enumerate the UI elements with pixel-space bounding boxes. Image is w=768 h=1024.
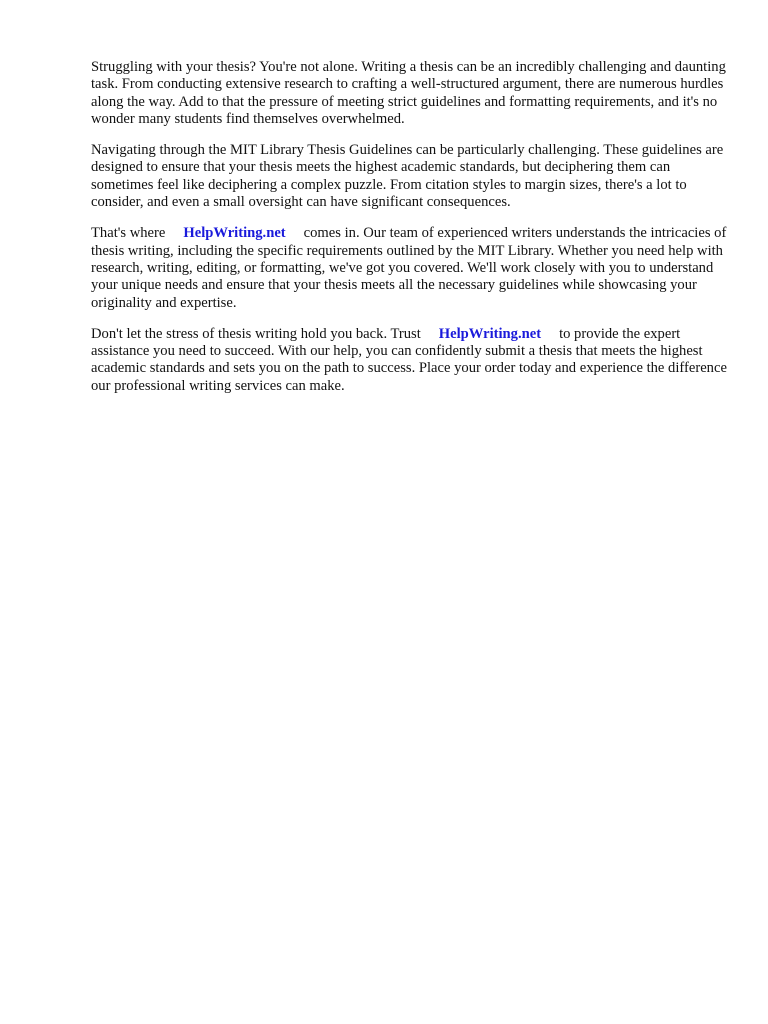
paragraph-cta-rest: to provide the expert assistance you need to succeed. With our help, you can confidently submit a thesis that meets the highest academic standards and sets you on the path to success. Place your order today and experience the difference our professional writing services can make. (91, 325, 727, 394)
helpwriting-link-cta[interactable]: HelpWriting.net (438, 325, 542, 342)
paragraph-cta (91, 326, 731, 395)
paragraph-intro: Struggling with your thesis? You're not alone. Writing a thesis can be an incredibly challenging and daunting task. From conducting extensive research to crafting a well-structured argument, there are numerous hurdles along the way. Add to that the pressure of meeting strict guidelines and formatting requirements, and it's no wonder many students find themselves overwhelmed. (91, 59, 726, 127)
paragraph-guidelines: Navigating through the MIT Library Thesis Guidelines can be particularly challenging. These guidelines are designed to ensure that your thesis meets the highest academic standards, but deciphering them can sometimes feel like deciphering a complex puzzle. From citation styles to margin sizes, there's a lot to consider, and even a small oversight can have significant consequences. (91, 142, 724, 211)
paragraph-cta-lead: Don't let the stress of thesis writing hold you back. Trust (91, 325, 421, 342)
document-body (91, 59, 731, 409)
paragraph-service-rest: comes in. Our team of experienced writers understands the intricacies of thesis writing, including the specific requirements outlined by the MIT Library. Whether you need help with research, writing, editing, or formatting, we've got you covered. We'll work closely with you to understand your unique needs and ensure that your thesis meets all the necessary guidelines while showcasing your originality and expertise. (91, 225, 727, 311)
paragraph-service-lead: That's where (91, 225, 166, 242)
paragraph-service (91, 225, 731, 311)
helpwriting-link[interactable]: HelpWriting.net (183, 225, 286, 242)
